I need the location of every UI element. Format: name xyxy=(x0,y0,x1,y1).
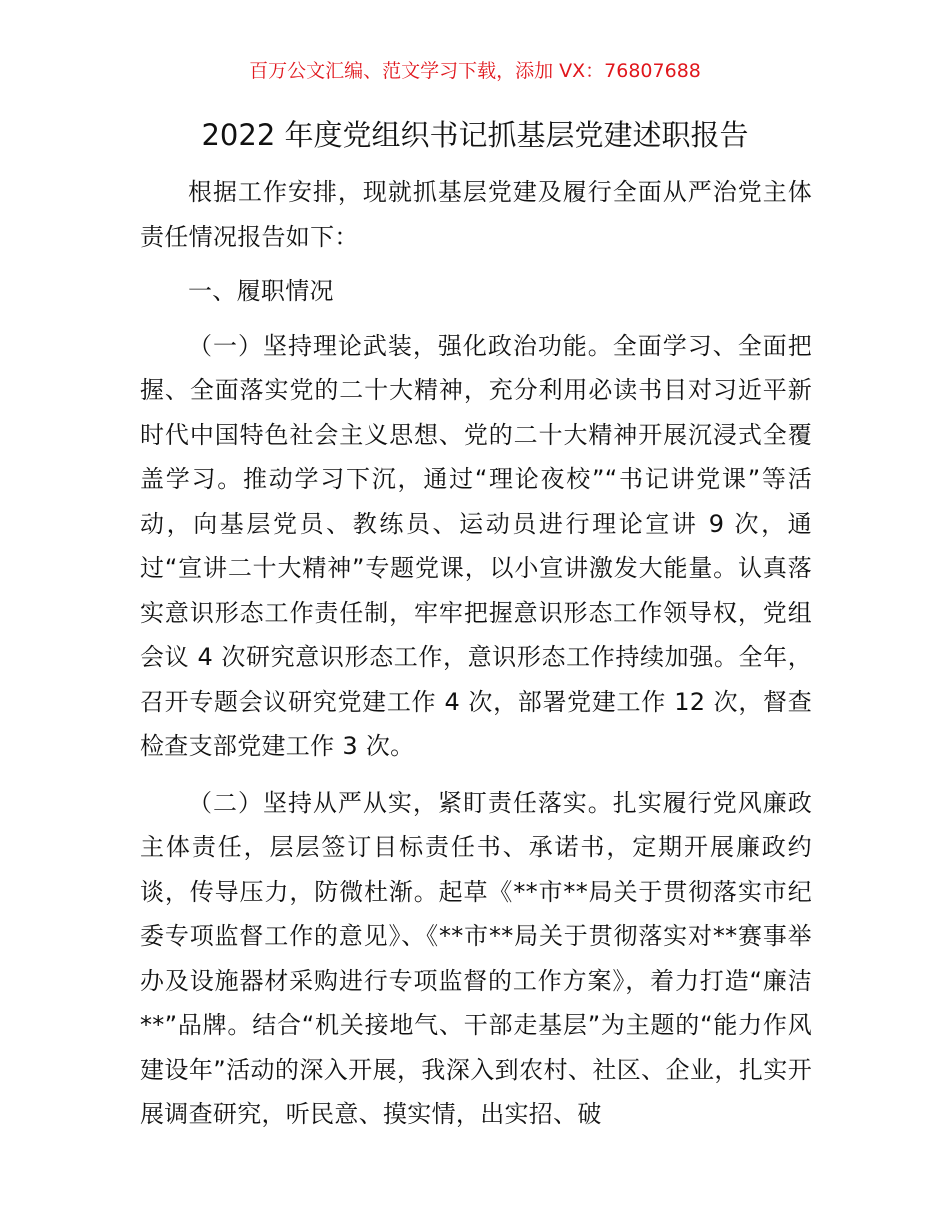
intro-paragraph: 根据工作安排，现就抓基层党建及履行全面从严治党主体责任情况报告如下： xyxy=(140,178,812,251)
document-title: 2022 年度党组织书记抓基层党建述职报告 xyxy=(201,118,749,152)
section-heading: 一、履职情况 xyxy=(188,277,334,305)
paragraph-2: （二）坚持从严从实，紧盯责任落实。扎实履行党风廉政主体责任，层层签订目标责任书、承诺书，定期开展廉政约谈，传导压力，防微杜渐。起草《**市**局关于贯彻落实市纪委专项监督工作的意见》、《**市**局关于贯彻落实对**赛事举办及设施器材采购进行专项监督的工作方案》，着力打造“廉洁**”品牌。结合“机关接地气、干部走基层”为主题的“能力作风建设年”活动的深入开展，我深入到农村、社区、企业，扎实开展调查研究，听民意、摸实情，出实招、破 xyxy=(140,788,812,1128)
watermark-header: 百万公文汇编、范文学习下载，添加 VX：76807688 xyxy=(249,60,701,82)
paragraph-1: （一）坚持理论武装，强化政治功能。全面学习、全面把握、全面落实党的二十大精神，充分利用必读书目对习近平新时代中国特色社会主义思想、党的二十大精神开展沉浸式全覆盖学习。推动学习下沉，通过“理论夜校”“书记讲党课”等活动，向基层党员、教练员、运动员进行理论宣讲 9 次，通过“宣讲二十大精神”专题党课，以小宣讲激发大能量。认真落实意识形态工作责任制，牢牢把握意识形态工作领导权，党组会议 4 次研究意识形态工作，意识形态工作持续加强。全年，召开专题会议研究党建工作 4 次，部署党建工作 12 次，督查检查支部党建工作 3 次。 xyxy=(140,331,812,760)
document-body xyxy=(140,170,812,1137)
